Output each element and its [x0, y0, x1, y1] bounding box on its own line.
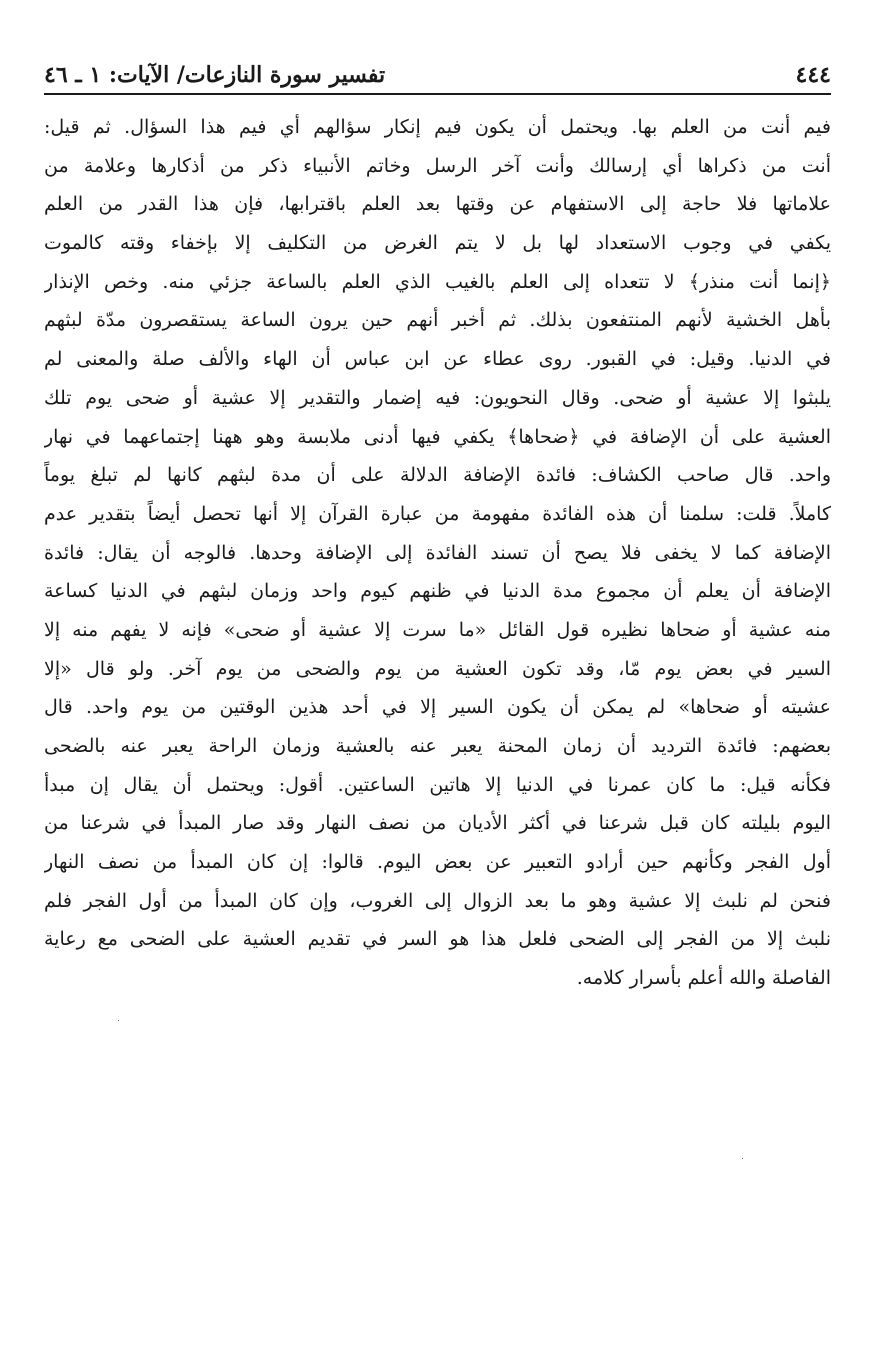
text-line-last: الفاصلة والله أعلم بأسرار كلامه. — [576, 967, 831, 990]
text-line: كاملاً. قلت: سلمنا أن هذه الفائدة مفهومة من عبارة القرآن إلا أنها تحصل أيضاً بتقدير عدم — [44, 502, 831, 525]
text-line: فيم أنت من العلم بها. ويحتمل أن يكون فيم إنكار سؤالهم أي فيم هذا السؤال. ثم قيل: — [44, 116, 831, 138]
text-line: علاماتها فلا حاجة إلى الاستفهام عن وقتها بعد العلم باقترابها، فإن هذا القدر من العلم — [44, 193, 831, 216]
text-line: العشية على أن الإضافة في ﴿ضحاها﴾ يكفي فيها أدنى ملابسة وهو ههنا إجتماعهما في نهار — [44, 425, 831, 448]
text-line: يلبثوا إلا عشية أو ضحى. وقال النحويون: فيه إضمار والتقدير إلا عشية أو ضحى يوم تلك — [44, 386, 831, 409]
text-line: عشيته أو ضحاها» لم يمكن أن يكون السير إلا في أحد هذين الوقتين من يوم واحد. قال — [44, 696, 831, 719]
text-line: بعضهم: فائدة الترديد أن زمان المحنة يعبر عنه بالعشية وزمان الراحة يعبر عنه بالضحى — [44, 735, 831, 757]
scan-speck — [742, 1158, 743, 1159]
text-line: أنت من ذكراها أي إرسالك وأنت آخر الرسل وخاتم الأنبياء ذكر من أذكارها وعلامة من — [44, 154, 831, 177]
text-line: ﴿إنما أنت منذر﴾ لا تتعداه إلى العلم بالغيب الذي العلم بالساعة جزئي منه. وخص الإنذار — [44, 270, 831, 293]
scan-speck — [118, 1020, 119, 1021]
text-line: في الدنيا. وقيل: في القبور. روى عطاء عن ابن عباس أن الهاء والألف صلة والمعنى لم — [44, 348, 831, 371]
text-line: السير في بعض يوم مّا، وقد تكون العشية من يوم والضحى من يوم آخر. ولو قال «إلا — [44, 657, 831, 680]
text-line: فكأنه قيل: ما كان عمرنا في الدنيا إلا هاتين الساعتين. أقول: ويحتمل أن يقال إن مبدأ — [44, 773, 831, 796]
text-line: فنحن لم نلبث إلا عشية وهو ما بعد الزوال إلى الغروب، وإن كان المبدأ من أول الفجر فلم — [44, 889, 831, 912]
header-rule — [44, 93, 831, 95]
text-line: اليوم بليلته كان قبل شرعنا في أكثر الأديان من نصف النهار وقد صار المبدأ في شرعنا من — [44, 812, 831, 835]
text-line: الإضافة كما لا يخفى فلا يصح أن تسند الفائدة إلى الإضافة وحدها. فالوجه أن يقال: فائدة — [44, 541, 831, 564]
text-line: منه عشية أو ضحاها نظيره قول القائل «ما سرت إلا عشية أو ضحى» فإنه لا يفهم منه إلا — [44, 618, 831, 641]
running-title: تفسير سورة النازعات/ الآيات: ١ ـ ٤٦ — [44, 62, 386, 88]
page-header — [44, 60, 831, 92]
text-line: يكفي في وجوب الاستعداد لها بل لا يتم الغرض من التكليف إلا بإخفاء وقته كالموت — [44, 232, 831, 255]
body-text — [44, 108, 831, 998]
text-line: واحد. قال صاحب الكشاف: فائدة الإضافة الدلالة على أن مدة لبثهم كانها لم تبلغ يوماً — [44, 464, 831, 487]
text-line: الإضافة أن يعلم أن مجموع مدة الدنيا في ظنهم كيوم واحد وزمان لبثهم في الدنيا كساعة — [44, 580, 831, 603]
page-number: ٤٤٤ — [795, 62, 831, 88]
text-line: نلبث إلا من الفجر إلى الضحى فلعل هذا هو السر في تقديم العشية على الضحى مع رعاية — [44, 928, 831, 951]
text-line: أول الفجر وكأنهم حين أرادو التعبير عن بعض اليوم. قالوا: إن كان المبدأ من نصف النهار — [44, 851, 831, 874]
text-line: بأهل الخشية لأنهم المنتفعون بذلك. ثم أخبر أنهم حين يرون الساعة يستقصرون مدّة لبثهم — [44, 309, 831, 332]
